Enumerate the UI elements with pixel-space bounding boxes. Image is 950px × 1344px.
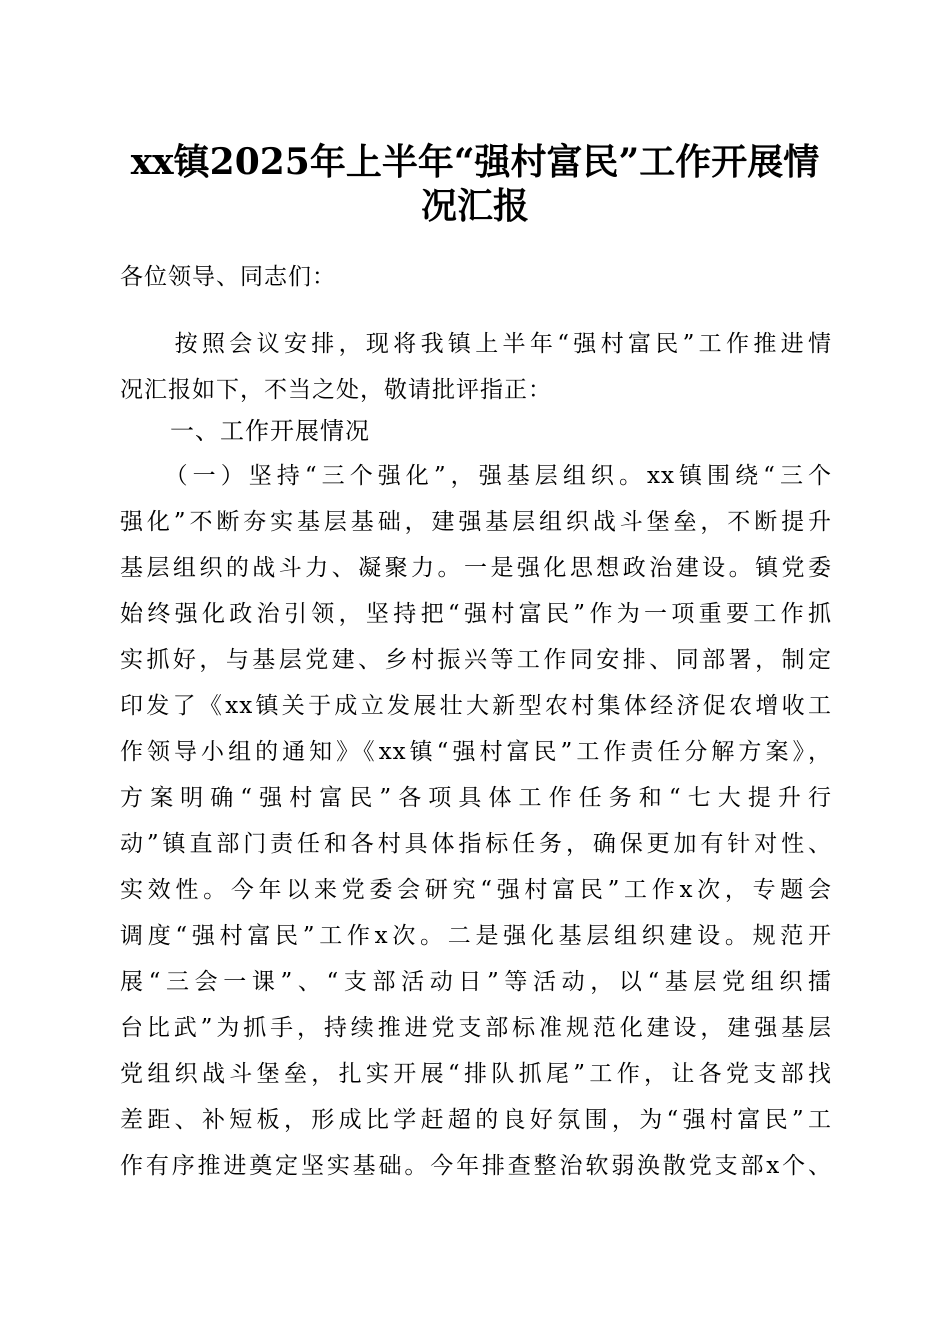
document-title-line-1: xx镇2025年上半年“强村富民”工作开展情 (130, 141, 820, 183)
paragraph-one-line-11: 调度“强村富民”工作x次。二是强化基层组织建设。规范开 (120, 923, 832, 949)
paragraph-one-line-16: 作有序推进奠定坚实基础。今年排查整治软弱涣散党支部x个、 (120, 1153, 832, 1179)
paragraph-one-line-7: 作领导小组的通知》《xx镇“强村富民”工作责任分解方案》， (120, 739, 832, 765)
section-one-heading: 一、工作开展情况 (120, 417, 370, 445)
paragraph-one-line-6: 印发了《xx镇关于成立发展壮大新型农村集体经济促农增收工 (120, 693, 832, 719)
salutation: 各位领导、同志们： (120, 264, 336, 290)
paragraph-one-line-10: 实效性。今年以来党委会研究“强村富民”工作x次，专题会 (120, 877, 832, 903)
intro-line-1: 按照会议安排，现将我镇上半年“强村富民”工作推进情 (120, 331, 832, 357)
paragraph-one-line-8: 方案明确“强村富民”各项具体工作任务和“七大提升行 (120, 785, 832, 811)
paragraph-one-line-12: 展“三会一课”、“支部活动日”等活动，以“基层党组织擂 (120, 969, 832, 995)
paragraph-one-line-3: 基层组织的战斗力、凝聚力。一是强化思想政治建设。镇党委 (120, 555, 832, 581)
paragraph-one-line-15: 差距、补短板，形成比学赶超的良好氛围，为“强村富民”工 (120, 1107, 832, 1133)
paragraph-one-line-13: 台比武”为抓手，持续推进党支部标准规范化建设，建强基层 (120, 1015, 832, 1041)
intro-line-2: 况汇报如下，不当之处，敬请批评指正： (120, 377, 552, 403)
paragraph-one-line-14: 党组织战斗堡垒，扎实开展“排队抓尾”工作，让各党支部找 (120, 1061, 832, 1087)
paragraph-one-line-9: 动”镇直部门责任和各村具体指标任务，确保更加有针对性、 (120, 831, 832, 857)
paragraph-one-line-5: 实抓好，与基层党建、乡村振兴等工作同安排、同部署，制定 (120, 647, 832, 673)
paragraph-one-line-2: 强化”不断夯实基层基础，建强基层组织战斗堡垒，不断提升 (120, 509, 832, 535)
paragraph-one-line-4: 始终强化政治引领，坚持把“强村富民”作为一项重要工作抓 (120, 601, 832, 627)
document-title-line-2: 况汇报 (420, 185, 529, 227)
paragraph-one-line-1: （一）坚持“三个强化”，强基层组织。xx镇围绕“三个 (120, 463, 832, 489)
